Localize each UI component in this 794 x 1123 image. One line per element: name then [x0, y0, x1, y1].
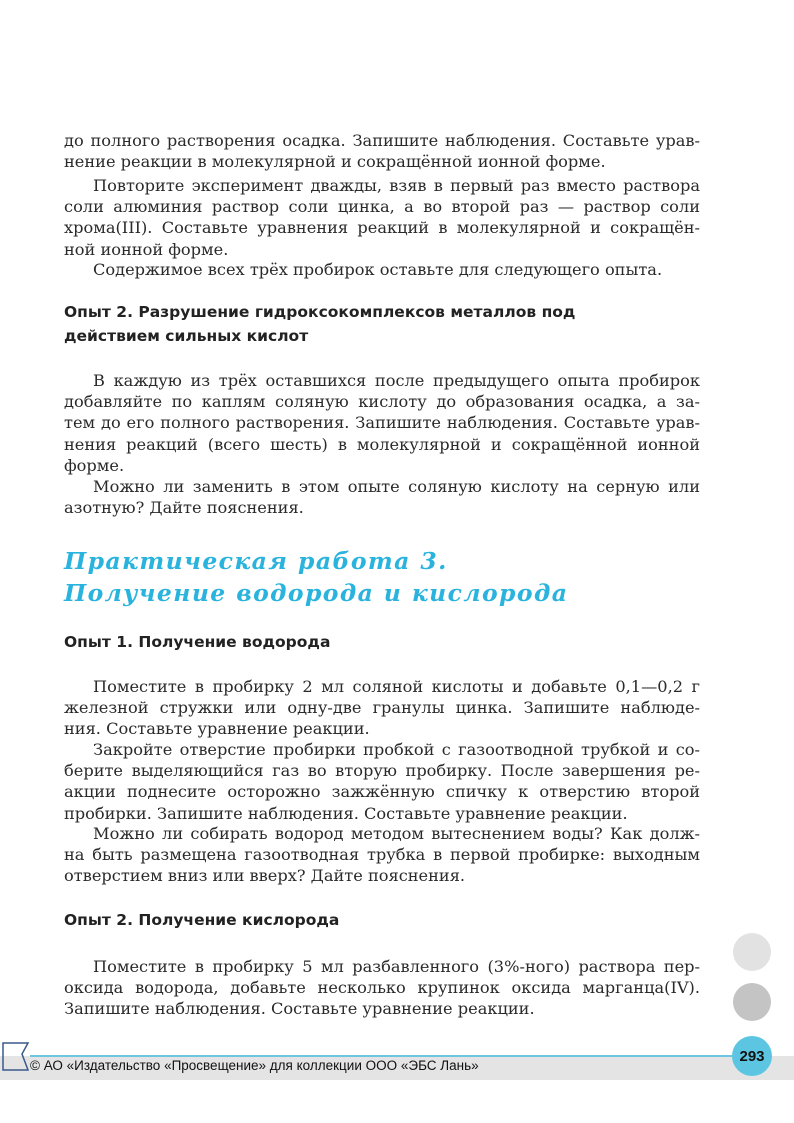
text-line: нение реакции в молекулярной и сокращённой ионной форме. [64, 152, 606, 172]
paragraph [64, 370, 700, 476]
text-line: Можно ли собирать водород методом вытеснением воды? Как долж- [93, 824, 700, 843]
experiment-heading [64, 630, 700, 654]
paragraph [64, 130, 700, 172]
text-line: форме. [64, 455, 125, 475]
text-line: Содержимое всех трёх пробирок оставьте для следующего опыта. [93, 260, 663, 279]
footer-divider [30, 1055, 750, 1057]
paragraph [64, 823, 700, 887]
text-line: азотную? Дайте пояснения. [64, 498, 304, 518]
text-line: на быть размещена газоотводная трубка в первой пробирке: выходным [64, 845, 700, 865]
page-number: 293 [732, 1036, 772, 1076]
text-line: Опыт 2. Получение кислорода [64, 911, 340, 929]
text-line: Поместите в пробирку 5 мл разбавленного (3%-ного) раствора пер- [93, 957, 700, 976]
paragraph [64, 676, 700, 740]
text-line: железной стружки или одну-две гранулы цинка. Запишите наблюде- [64, 698, 700, 718]
text-line: берите выделяющийся газ во вторую пробирку. После завершения ре- [64, 761, 700, 781]
text-line: хрома(III). Составьте уравнения реакций в молекулярной и сокращён- [64, 218, 700, 238]
text-line: Опыт 1. Получение водорода [64, 633, 331, 651]
text-line: ния. Составьте уравнение реакции. [64, 719, 370, 739]
decorative-circle-light [733, 933, 771, 971]
text-line: тем до его полного растворения. Запишите наблюдения. Составьте урав- [64, 413, 700, 433]
paragraph [64, 956, 700, 1020]
text-line: до полного растворения осадка. Запишите наблюдения. Составьте урав- [64, 131, 700, 150]
bookmark-flag-icon [2, 1042, 32, 1072]
text-line: пробирки. Запишите наблюдения. Составьте уравнение реакции. [64, 803, 628, 823]
text-line: Опыт 2. Разрушение гидроксокомплексов металлов под [64, 303, 576, 321]
text-line: Закройте отверстие пробирки пробкой с газоотводной трубкой и со- [93, 740, 700, 759]
copyright-footer: © АО «Издательство «Просвещение» для коллекции ООО «ЭБС Лань» [30, 1058, 479, 1073]
paragraph [64, 739, 700, 824]
text-line: Повторите эксперимент дважды, взяв в первый раз вместо раствора [93, 176, 700, 195]
text-line: В каждую из трёх оставшихся после предыдущего опыта пробирок [93, 371, 700, 390]
text-line: ной ионной форме. [64, 239, 229, 259]
paragraph [64, 175, 700, 260]
text-line: действием сильных кислот [64, 327, 309, 345]
text-line: акции поднесите осторожно зажжённую спичку к отверстию второй [64, 782, 700, 802]
text-line: Поместите в пробирку 2 мл соляной кислоты и добавьте 0,1—0,2 г [93, 677, 700, 696]
text-line: добавляйте по каплям соляную кислоту до образования осадка, а за- [64, 392, 700, 412]
experiment-heading [64, 300, 700, 348]
decorative-circle-gray [733, 983, 771, 1021]
text-line: отверстием вниз или вверх? Дайте пояснения. [64, 866, 466, 886]
text-line: нения реакций (всего шесть) в молекулярной и сокращённой ионной [64, 434, 700, 454]
paragraph [64, 259, 700, 280]
section-title [64, 545, 700, 609]
text-line: соли алюминия раствор соли цинка, а во второй раз — раствор соли [64, 197, 700, 217]
text-line: Запишите наблюдения. Составьте уравнение реакции. [64, 999, 535, 1019]
paragraph [64, 476, 700, 518]
text-line: Можно ли заменить в этом опыте соляную кислоту на серную или [93, 477, 700, 496]
experiment-heading [64, 908, 700, 932]
text-line: Практическая работа 3. [64, 547, 448, 575]
text-line: Получение водорода и кислорода [64, 579, 569, 607]
text-line: оксида водорода, добавьте несколько крупинок оксида марганца(IV). [64, 978, 700, 998]
